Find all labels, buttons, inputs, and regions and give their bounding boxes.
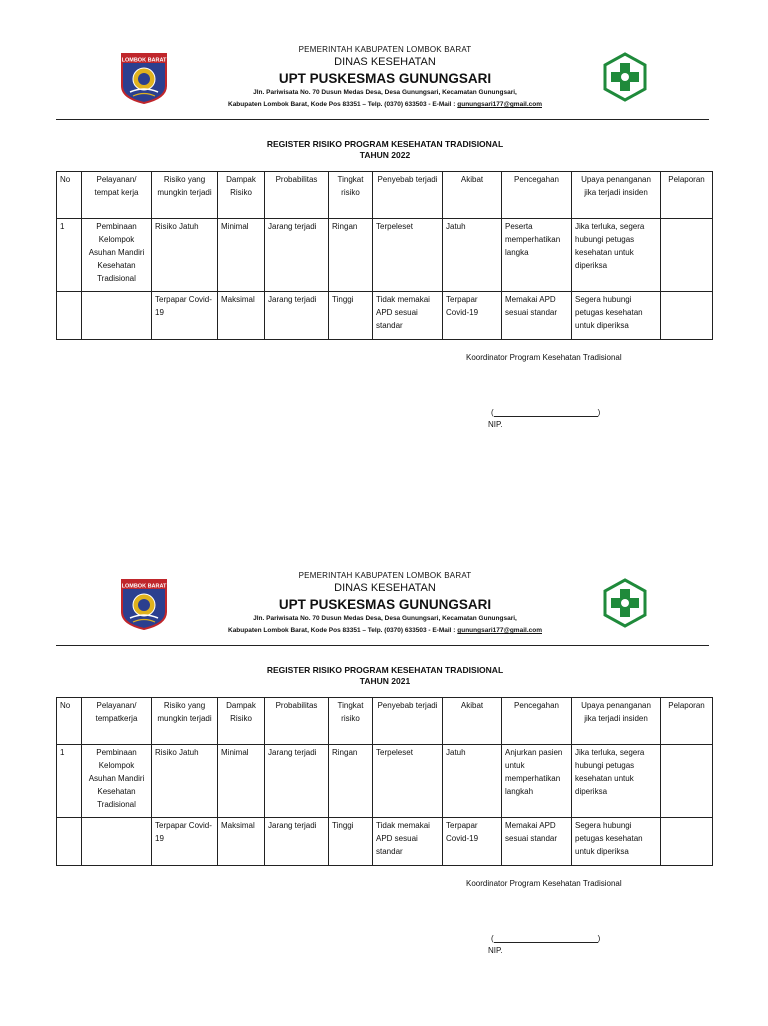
cell-probability: Jarang terjadi: [265, 219, 329, 292]
cell-reporting: [661, 219, 713, 292]
cell-probability: Jarang terjadi: [265, 818, 329, 866]
column-header-cause: Penyebab terjadi: [373, 172, 443, 219]
contact-text: Kabupaten Lombok Barat, Kode Pos 83351 – Telp. (0370) 633503 - E-Mail :: [228, 101, 458, 108]
contact-text: Kabupaten Lombok Barat, Kode Pos 83351 – Telp. (0370) 633503 - E-Mail :: [228, 627, 458, 634]
signature-blank: [494, 934, 598, 943]
cell-effect: Terpapar Covid-19: [443, 818, 502, 866]
column-header-service: Pelayanan/ tempat kerja: [82, 172, 152, 219]
column-header-prevention: Pencegahan: [502, 172, 572, 219]
column-header-service: Pelayanan/ tempatkerja: [82, 698, 152, 745]
risk-register-table: [56, 697, 713, 866]
cell-impact: Minimal: [218, 219, 265, 292]
letterhead-divider: [56, 119, 709, 120]
regency-emblem-icon: [120, 52, 168, 104]
address-line: Jln. Pariwisata No. 70 Dusun Medas Desa, Desa Gunungsari, Kecamatan Gunungsari,: [253, 615, 517, 622]
cell-handling: Segera hubungi petugas kesehatan untuk diperiksa: [572, 818, 661, 866]
cell-no: 1: [57, 745, 82, 818]
cell-prevention: Memakai APD sesuai standar: [502, 818, 572, 866]
column-header-reporting: Pelaporan: [661, 172, 713, 219]
signature-close: ): [597, 934, 601, 943]
cell-cause: Terpeleset: [373, 219, 443, 292]
signature-line: [491, 934, 600, 943]
puskesmas-cross-icon: [600, 578, 650, 628]
register-sheet-2022: [0, 0, 768, 500]
government-name: PEMERINTAH KABUPATEN LOMBOK BARAT: [298, 45, 472, 54]
cell-risk: Risiko Jatuh: [152, 745, 218, 818]
column-header-impact: Dampak Risiko: [218, 698, 265, 745]
cell-service: Pembinaan Kelompok Asuhan Mandiri Kesehatan Tradisional: [82, 745, 152, 818]
cell-no: [57, 818, 82, 866]
column-header-effect: Akibat: [443, 698, 502, 745]
department-name: DINAS KESEHATAN: [334, 56, 436, 68]
register-year: TAHUN 2021: [359, 676, 411, 686]
cell-risk: Terpapar Covid-19: [152, 292, 218, 340]
cell-risk-level: Tinggi: [329, 292, 373, 340]
cell-impact: Maksimal: [218, 818, 265, 866]
column-header-reporting: Pelaporan: [661, 698, 713, 745]
signature-close: ): [597, 408, 601, 417]
column-header-cause: Penyebab terjadi: [373, 698, 443, 745]
table-row: [57, 219, 713, 292]
email-link[interactable]: gunungsari177@gmail.com: [457, 627, 542, 634]
email-link[interactable]: gunungsari177@gmail.com: [457, 101, 542, 108]
table-row: [57, 292, 713, 340]
cell-risk-level: Ringan: [329, 219, 373, 292]
government-name: PEMERINTAH KABUPATEN LOMBOK BARAT: [298, 571, 472, 580]
column-header-effect: Akibat: [443, 172, 502, 219]
department-name: DINAS KESEHATAN: [334, 582, 436, 594]
cell-prevention: Anjurkan pasien untuk memperhatikan langkah: [502, 745, 572, 818]
cell-reporting: [661, 292, 713, 340]
cell-risk-level: Tinggi: [329, 818, 373, 866]
coordinator-title: Koordinator Program Kesehatan Tradisional: [466, 879, 622, 888]
cell-effect: Jatuh: [443, 219, 502, 292]
column-header-risk-level: Tingkat risiko: [329, 698, 373, 745]
column-header-probability: Probabilitas: [265, 698, 329, 745]
cell-no: [57, 292, 82, 340]
register-title: REGISTER RISIKO PROGRAM KESEHATAN TRADISIONAL: [266, 665, 504, 675]
signature-open: (: [491, 934, 494, 943]
cell-handling: Jika terluka, segera hubungi petugas kesehatan untuk diperiksa: [572, 219, 661, 292]
column-header-risk: Risiko yang mungkin terjadi: [152, 172, 218, 219]
cell-risk-level: Ringan: [329, 745, 373, 818]
institution-name: UPT PUSKESMAS GUNUNGSARI: [278, 71, 492, 86]
signature-blank: [494, 408, 598, 417]
column-header-risk-level: Tingkat risiko: [329, 172, 373, 219]
cell-handling: Jika terluka, segera hubungi petugas kesehatan untuk diperiksa: [572, 745, 661, 818]
register-title: REGISTER RISIKO PROGRAM KESEHATAN TRADISIONAL: [266, 139, 504, 149]
cell-risk: Terpapar Covid-19: [152, 818, 218, 866]
cell-effect: Jatuh: [443, 745, 502, 818]
cell-cause: Tidak memakai APD sesuai standar: [373, 818, 443, 866]
cell-service: [82, 818, 152, 866]
emblem-label: LOMBOK BARAT: [121, 583, 167, 590]
register-year: TAHUN 2022: [359, 150, 411, 160]
contact-line: [180, 627, 590, 634]
cell-effect: Terpapar Covid-19: [443, 292, 502, 340]
cell-service: [82, 292, 152, 340]
table-header-row: [57, 698, 713, 745]
letterhead-divider: [56, 645, 709, 646]
cell-service: Pembinaan Kelompok Asuhan Mandiri Kesehatan Tradisional: [82, 219, 152, 292]
column-header-prevention: Pencegahan: [502, 698, 572, 745]
cell-impact: Maksimal: [218, 292, 265, 340]
signature-open: (: [491, 408, 494, 417]
cell-cause: Terpeleset: [373, 745, 443, 818]
cell-impact: Minimal: [218, 745, 265, 818]
emblem-label: LOMBOK BARAT: [121, 57, 167, 64]
column-header-no: No: [57, 698, 82, 745]
cell-prevention: Peserta memperhatikan langka: [502, 219, 572, 292]
cell-prevention: Memakai APD sesuai standar: [502, 292, 572, 340]
cell-no: 1: [57, 219, 82, 292]
cell-handling: Segera hubungi petugas kesehatan untuk diperiksa: [572, 292, 661, 340]
column-header-impact: Dampak Risiko: [218, 172, 265, 219]
register-sheet-2021: [0, 526, 768, 1026]
table-header-row: [57, 172, 713, 219]
coordinator-title: Koordinator Program Kesehatan Tradisional: [466, 353, 622, 362]
cell-reporting: [661, 818, 713, 866]
cell-probability: Jarang terjadi: [265, 745, 329, 818]
cell-probability: Jarang terjadi: [265, 292, 329, 340]
nip-label: NIP.: [488, 420, 503, 429]
risk-register-table: [56, 171, 713, 340]
column-header-no: No: [57, 172, 82, 219]
cell-risk: Risiko Jatuh: [152, 219, 218, 292]
table-row: [57, 818, 713, 866]
cell-reporting: [661, 745, 713, 818]
column-header-probability: Probabilitas: [265, 172, 329, 219]
contact-line: [180, 101, 590, 108]
address-line: Jln. Pariwisata No. 70 Dusun Medas Desa, Desa Gunungsari, Kecamatan Gunungsari,: [253, 89, 517, 96]
institution-name: UPT PUSKESMAS GUNUNGSARI: [278, 597, 492, 612]
regency-emblem-icon: [120, 578, 168, 630]
signature-line: [491, 408, 600, 417]
nip-label: NIP.: [488, 946, 503, 955]
column-header-risk: Risiko yang mungkin terjadi: [152, 698, 218, 745]
table-row: [57, 745, 713, 818]
column-header-handling: Upaya penanganan jika terjadi insiden: [572, 698, 661, 745]
cell-cause: Tidak memakai APD sesuai standar: [373, 292, 443, 340]
puskesmas-cross-icon: [600, 52, 650, 102]
column-header-handling: Upaya penanganan jika terjadi insiden: [572, 172, 661, 219]
